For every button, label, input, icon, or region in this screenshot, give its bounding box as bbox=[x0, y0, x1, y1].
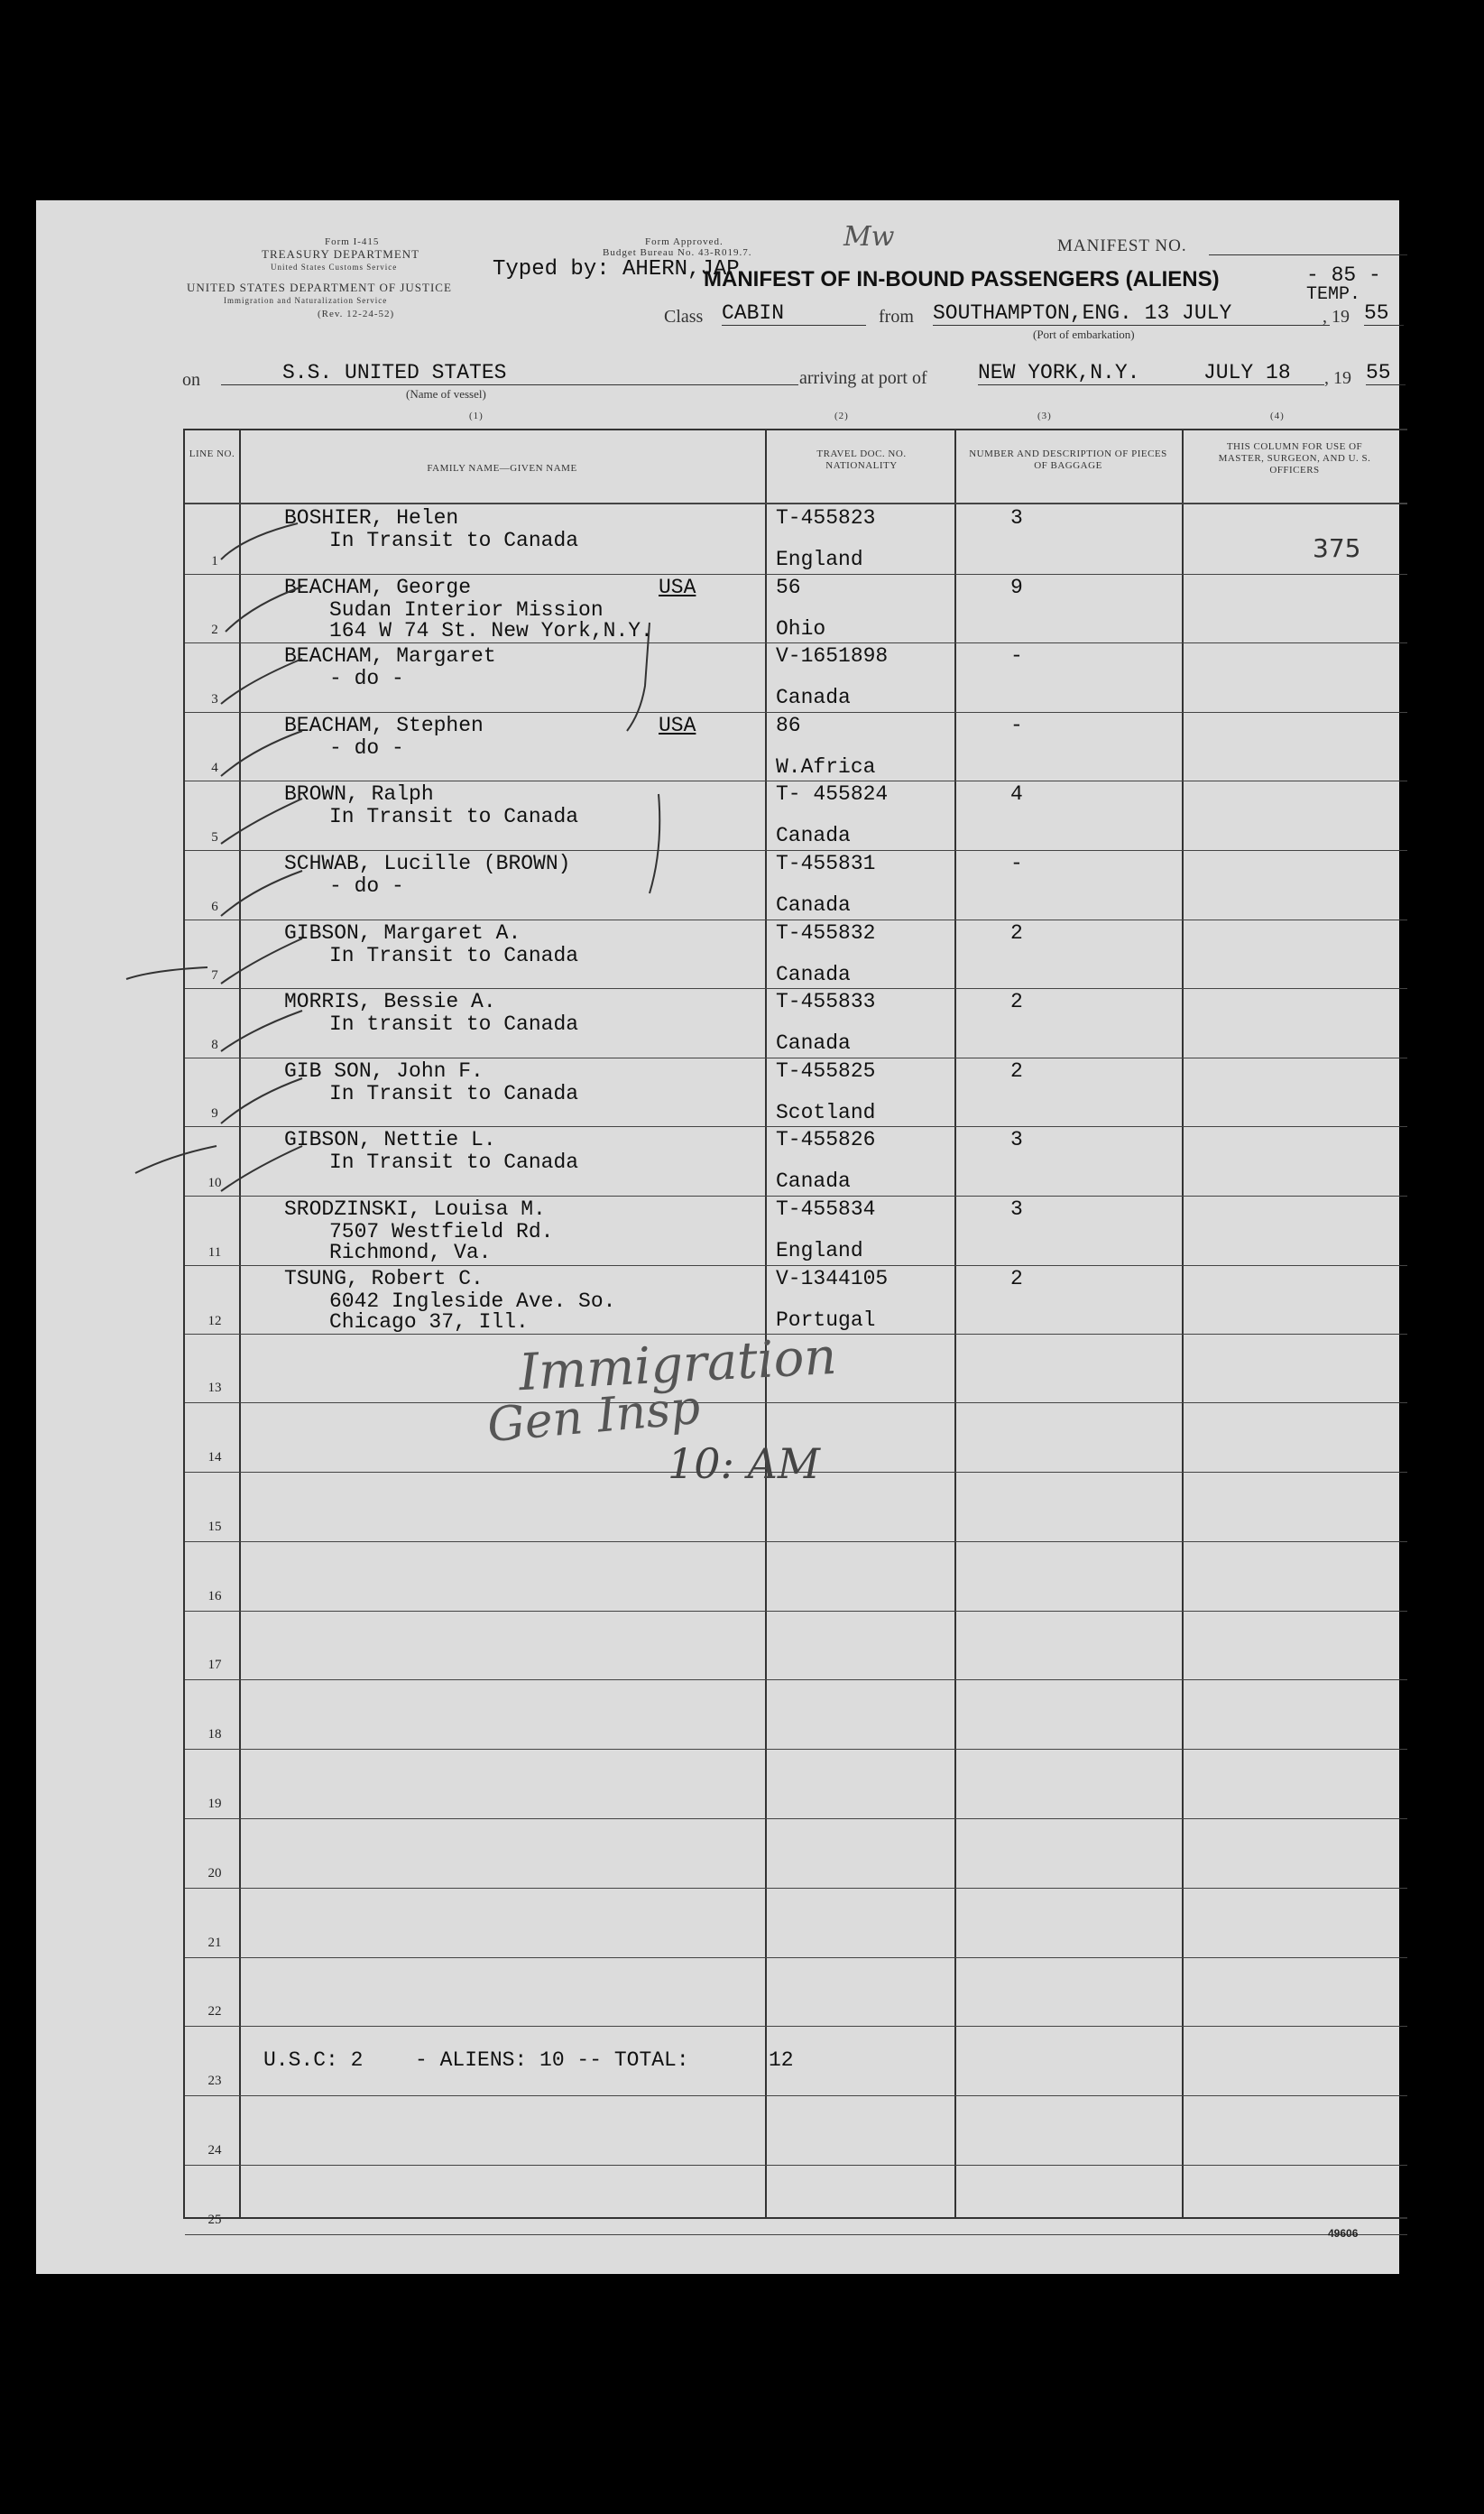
budget-bureau: Budget Bureau No. 43-R019.7. bbox=[603, 247, 752, 258]
header-officers: THIS COLUMN FOR USE OF MASTER, SURGEON, AND U. S. OFFICERS bbox=[1218, 441, 1371, 476]
row-number: 5 bbox=[211, 829, 218, 845]
row-number: 21 bbox=[207, 1935, 222, 1950]
on-label: on bbox=[182, 370, 200, 390]
from-label: from bbox=[879, 307, 914, 327]
revision-date: (Rev. 12-24-52) bbox=[318, 309, 395, 319]
nationality: Ohio bbox=[776, 616, 826, 641]
baggage-count: 2 bbox=[1010, 920, 1023, 945]
row-number: 11 bbox=[207, 1244, 222, 1260]
passenger-detail: In transit to Canada bbox=[329, 1012, 579, 1037]
nationality: England bbox=[776, 548, 863, 571]
passenger-name: BEACHAM, George bbox=[284, 575, 472, 599]
port-embarkation-label: (Port of embarkation) bbox=[1033, 328, 1135, 341]
nationality: England bbox=[776, 1239, 863, 1262]
treasury-department: TREASURY DEPARTMENT bbox=[262, 247, 420, 261]
passenger-detail: In Transit to Canada bbox=[329, 1151, 579, 1175]
table-row-empty bbox=[185, 2027, 1407, 2095]
travel-doc-no: T-455832 bbox=[776, 920, 876, 945]
arrival-port: NEW YORK,N.Y. bbox=[978, 361, 1198, 385]
table-row-empty bbox=[185, 2166, 1407, 2234]
vessel-name: S.S. UNITED STATES bbox=[221, 361, 798, 385]
travel-doc-no: T-455834 bbox=[776, 1197, 876, 1221]
row-number: 22 bbox=[207, 2004, 222, 2020]
row-number: 25 bbox=[207, 2212, 222, 2227]
nationality: Canada bbox=[776, 686, 851, 710]
passenger-detail: - do - bbox=[329, 735, 404, 760]
vessel-name-label: (Name of vessel) bbox=[406, 387, 486, 401]
passenger-detail: In Transit to Canada bbox=[329, 529, 579, 552]
nationality: Canada bbox=[776, 824, 851, 848]
row-number: 3 bbox=[211, 691, 218, 707]
travel-doc-no: V-1344105 bbox=[776, 1266, 889, 1290]
manifest-no-label: MANIFEST NO. bbox=[1057, 236, 1187, 255]
passenger-name: BEACHAM, Stephen bbox=[284, 713, 484, 737]
officer-note: 375 bbox=[1313, 533, 1361, 563]
passenger-detail: Sudan Interior Mission bbox=[329, 597, 604, 622]
travel-doc-no: 86 bbox=[776, 713, 801, 737]
travel-doc-no: T-455823 bbox=[776, 506, 876, 530]
pencil-check-marks bbox=[108, 487, 740, 1209]
baggage-count: - bbox=[1010, 644, 1023, 669]
immigration-service: Immigration and Naturalization Service bbox=[224, 296, 388, 305]
typed-by: Typed by: AHERN,JAP bbox=[493, 257, 740, 282]
row-number: 19 bbox=[207, 1797, 222, 1811]
passenger-name: BEACHAM, Margaret bbox=[284, 644, 496, 669]
col-number-1: (1) bbox=[469, 411, 484, 421]
form-approved: Form Approved. bbox=[645, 236, 724, 247]
temp-label: TEMP. bbox=[1306, 284, 1361, 305]
footer-code: 49606 bbox=[1328, 2227, 1359, 2240]
manifest-number: - 85 - bbox=[1306, 263, 1381, 287]
row-number: 17 bbox=[207, 1658, 222, 1673]
handwritten-time: 10: AM bbox=[668, 1439, 820, 1488]
passenger-name: BOSHIER, Helen bbox=[284, 506, 459, 530]
table-row-empty bbox=[185, 1680, 1407, 1749]
row-number: 1 bbox=[211, 553, 218, 568]
form-number: Form I-415 bbox=[325, 236, 380, 247]
passenger-detail: In Transit to Canada bbox=[329, 943, 579, 967]
passenger-name: SRODZINSKI, Louisa M. bbox=[284, 1197, 546, 1221]
nationality: Canada bbox=[776, 893, 851, 917]
row-number: 15 bbox=[207, 1519, 222, 1534]
total-count: 12 bbox=[769, 2048, 794, 2072]
table-row-empty bbox=[185, 2096, 1407, 2165]
manifest-no-line bbox=[1209, 254, 1407, 255]
passenger-name: GIBSON, Margaret A. bbox=[284, 920, 521, 945]
justice-department: UNITED STATES DEPARTMENT OF JUSTICE bbox=[187, 281, 452, 294]
baggage-count: 9 bbox=[1010, 575, 1023, 599]
header-line-no: LINE NO. bbox=[189, 448, 235, 459]
handwritten-initials-top: Mw bbox=[843, 221, 895, 253]
passenger-detail: - do - bbox=[329, 874, 404, 898]
class-label: Class bbox=[664, 307, 704, 327]
nationality: Canada bbox=[776, 1031, 851, 1056]
row-number: 12 bbox=[207, 1314, 222, 1329]
baggage-count: - bbox=[1010, 852, 1023, 875]
travel-doc-no: T- 455824 bbox=[776, 782, 889, 807]
baggage-count: 3 bbox=[1010, 506, 1023, 530]
handwritten-inspector: Gen Insp bbox=[484, 1380, 703, 1454]
row-divider bbox=[185, 2234, 1407, 2235]
arriving-label: arriving at port of bbox=[799, 368, 927, 388]
passenger-name: BROWN, Ralph bbox=[284, 782, 434, 807]
row-number: 8 bbox=[211, 1037, 218, 1052]
table-row-empty bbox=[185, 1611, 1407, 1679]
table-row-empty bbox=[185, 1542, 1407, 1611]
row-number: 10 bbox=[207, 1175, 222, 1190]
row-number: 24 bbox=[207, 2143, 222, 2158]
row-number: 2 bbox=[211, 623, 218, 638]
baggage-count: 2 bbox=[1010, 1266, 1023, 1290]
row-number: 16 bbox=[207, 1588, 222, 1604]
row-number: 13 bbox=[207, 1381, 222, 1396]
travel-doc-no: 56 bbox=[776, 575, 801, 599]
row-number: 20 bbox=[207, 1865, 222, 1881]
table-row-empty bbox=[185, 1750, 1407, 1818]
header-travel-doc: TRAVEL DOC. NO. NATIONALITY bbox=[816, 448, 907, 471]
passenger-detail: In Transit to Canada bbox=[329, 1081, 579, 1105]
baggage-count: 4 bbox=[1010, 782, 1023, 807]
from-year: 55 bbox=[1364, 301, 1404, 326]
table-row bbox=[185, 1265, 1407, 1335]
row-number: 18 bbox=[207, 1727, 222, 1742]
baggage-count: 3 bbox=[1010, 1197, 1023, 1221]
row-number: 9 bbox=[211, 1106, 218, 1122]
row-number: 14 bbox=[207, 1450, 222, 1465]
passenger-name: SCHWAB, Lucille (BROWN) bbox=[284, 852, 571, 875]
nationality: Canada bbox=[776, 962, 851, 986]
passenger-name: GIB SON, John F. bbox=[284, 1058, 484, 1083]
from-year-prefix: , 19 bbox=[1323, 307, 1350, 327]
travel-doc-no: V-1651898 bbox=[776, 644, 889, 669]
passenger-detail: 6042 Ingleside Ave. So. bbox=[329, 1289, 616, 1313]
passenger-address: Richmond, Va. bbox=[329, 1241, 492, 1264]
baggage-count: 2 bbox=[1010, 1058, 1023, 1083]
class-value: CABIN bbox=[722, 301, 866, 326]
arrival-year-prefix: , 19 bbox=[1324, 368, 1351, 388]
table-row-empty bbox=[185, 1819, 1407, 1888]
passenger-address: 164 W 74 St. New York,N.Y. bbox=[329, 618, 653, 642]
nationality: W.Africa bbox=[776, 754, 876, 779]
col-number-3: (3) bbox=[1037, 411, 1052, 421]
passenger-detail: In Transit to Canada bbox=[329, 805, 579, 829]
header-baggage: NUMBER AND DESCRIPTION OF PIECES OF BAGGAGE bbox=[969, 448, 1167, 471]
row-number: 23 bbox=[207, 2074, 222, 2089]
table-row-empty bbox=[185, 1889, 1407, 1957]
passenger-detail: - do - bbox=[329, 667, 404, 691]
nationality: Scotland bbox=[776, 1100, 876, 1124]
nationality: Portugal bbox=[776, 1308, 876, 1332]
col-number-2: (2) bbox=[834, 411, 849, 421]
nationality: Canada bbox=[776, 1169, 851, 1194]
header-name: FAMILY NAME—GIVEN NAME bbox=[427, 463, 577, 474]
row-number: 6 bbox=[211, 899, 218, 914]
baggage-count: - bbox=[1010, 713, 1023, 737]
table-row-empty bbox=[185, 1957, 1407, 2026]
row-number: 4 bbox=[211, 761, 218, 776]
passenger-address: Chicago 37, Ill. bbox=[329, 1309, 529, 1334]
usa-mark: USA bbox=[659, 713, 696, 737]
passenger-detail: 7507 Westfield Rd. bbox=[329, 1220, 554, 1243]
passenger-name: GIBSON, Nettie L. bbox=[284, 1128, 496, 1152]
travel-doc-no: T-455833 bbox=[776, 990, 876, 1014]
travel-doc-no: T-455825 bbox=[776, 1058, 876, 1083]
baggage-count: 2 bbox=[1010, 990, 1023, 1014]
baggage-count: 3 bbox=[1010, 1128, 1023, 1152]
arrival-date: JULY 18 bbox=[1198, 361, 1324, 385]
travel-doc-no: T-455826 bbox=[776, 1128, 876, 1152]
total-usc: U.S.C: 2 bbox=[263, 2048, 364, 2072]
total-aliens: - ALIENS: 10 -- TOTAL: bbox=[415, 2048, 689, 2072]
manifest-title: MANIFEST OF IN-BOUND PASSENGERS (ALIENS) bbox=[704, 267, 1220, 291]
row-number: 7 bbox=[211, 968, 218, 984]
customs-service: United States Customs Service bbox=[271, 263, 398, 272]
passenger-name: MORRIS, Bessie A. bbox=[284, 990, 496, 1014]
col-number-4: (4) bbox=[1270, 411, 1285, 421]
from-value: SOUTHAMPTON,ENG. 13 JULY bbox=[933, 301, 1330, 326]
handwritten-signature: Immigration bbox=[517, 1326, 838, 1403]
passenger-name: TSUNG, Robert C. bbox=[284, 1266, 484, 1290]
travel-doc-no: T-455831 bbox=[776, 852, 876, 875]
arrival-year: 55 bbox=[1366, 361, 1406, 385]
usa-mark: USA bbox=[659, 575, 696, 599]
